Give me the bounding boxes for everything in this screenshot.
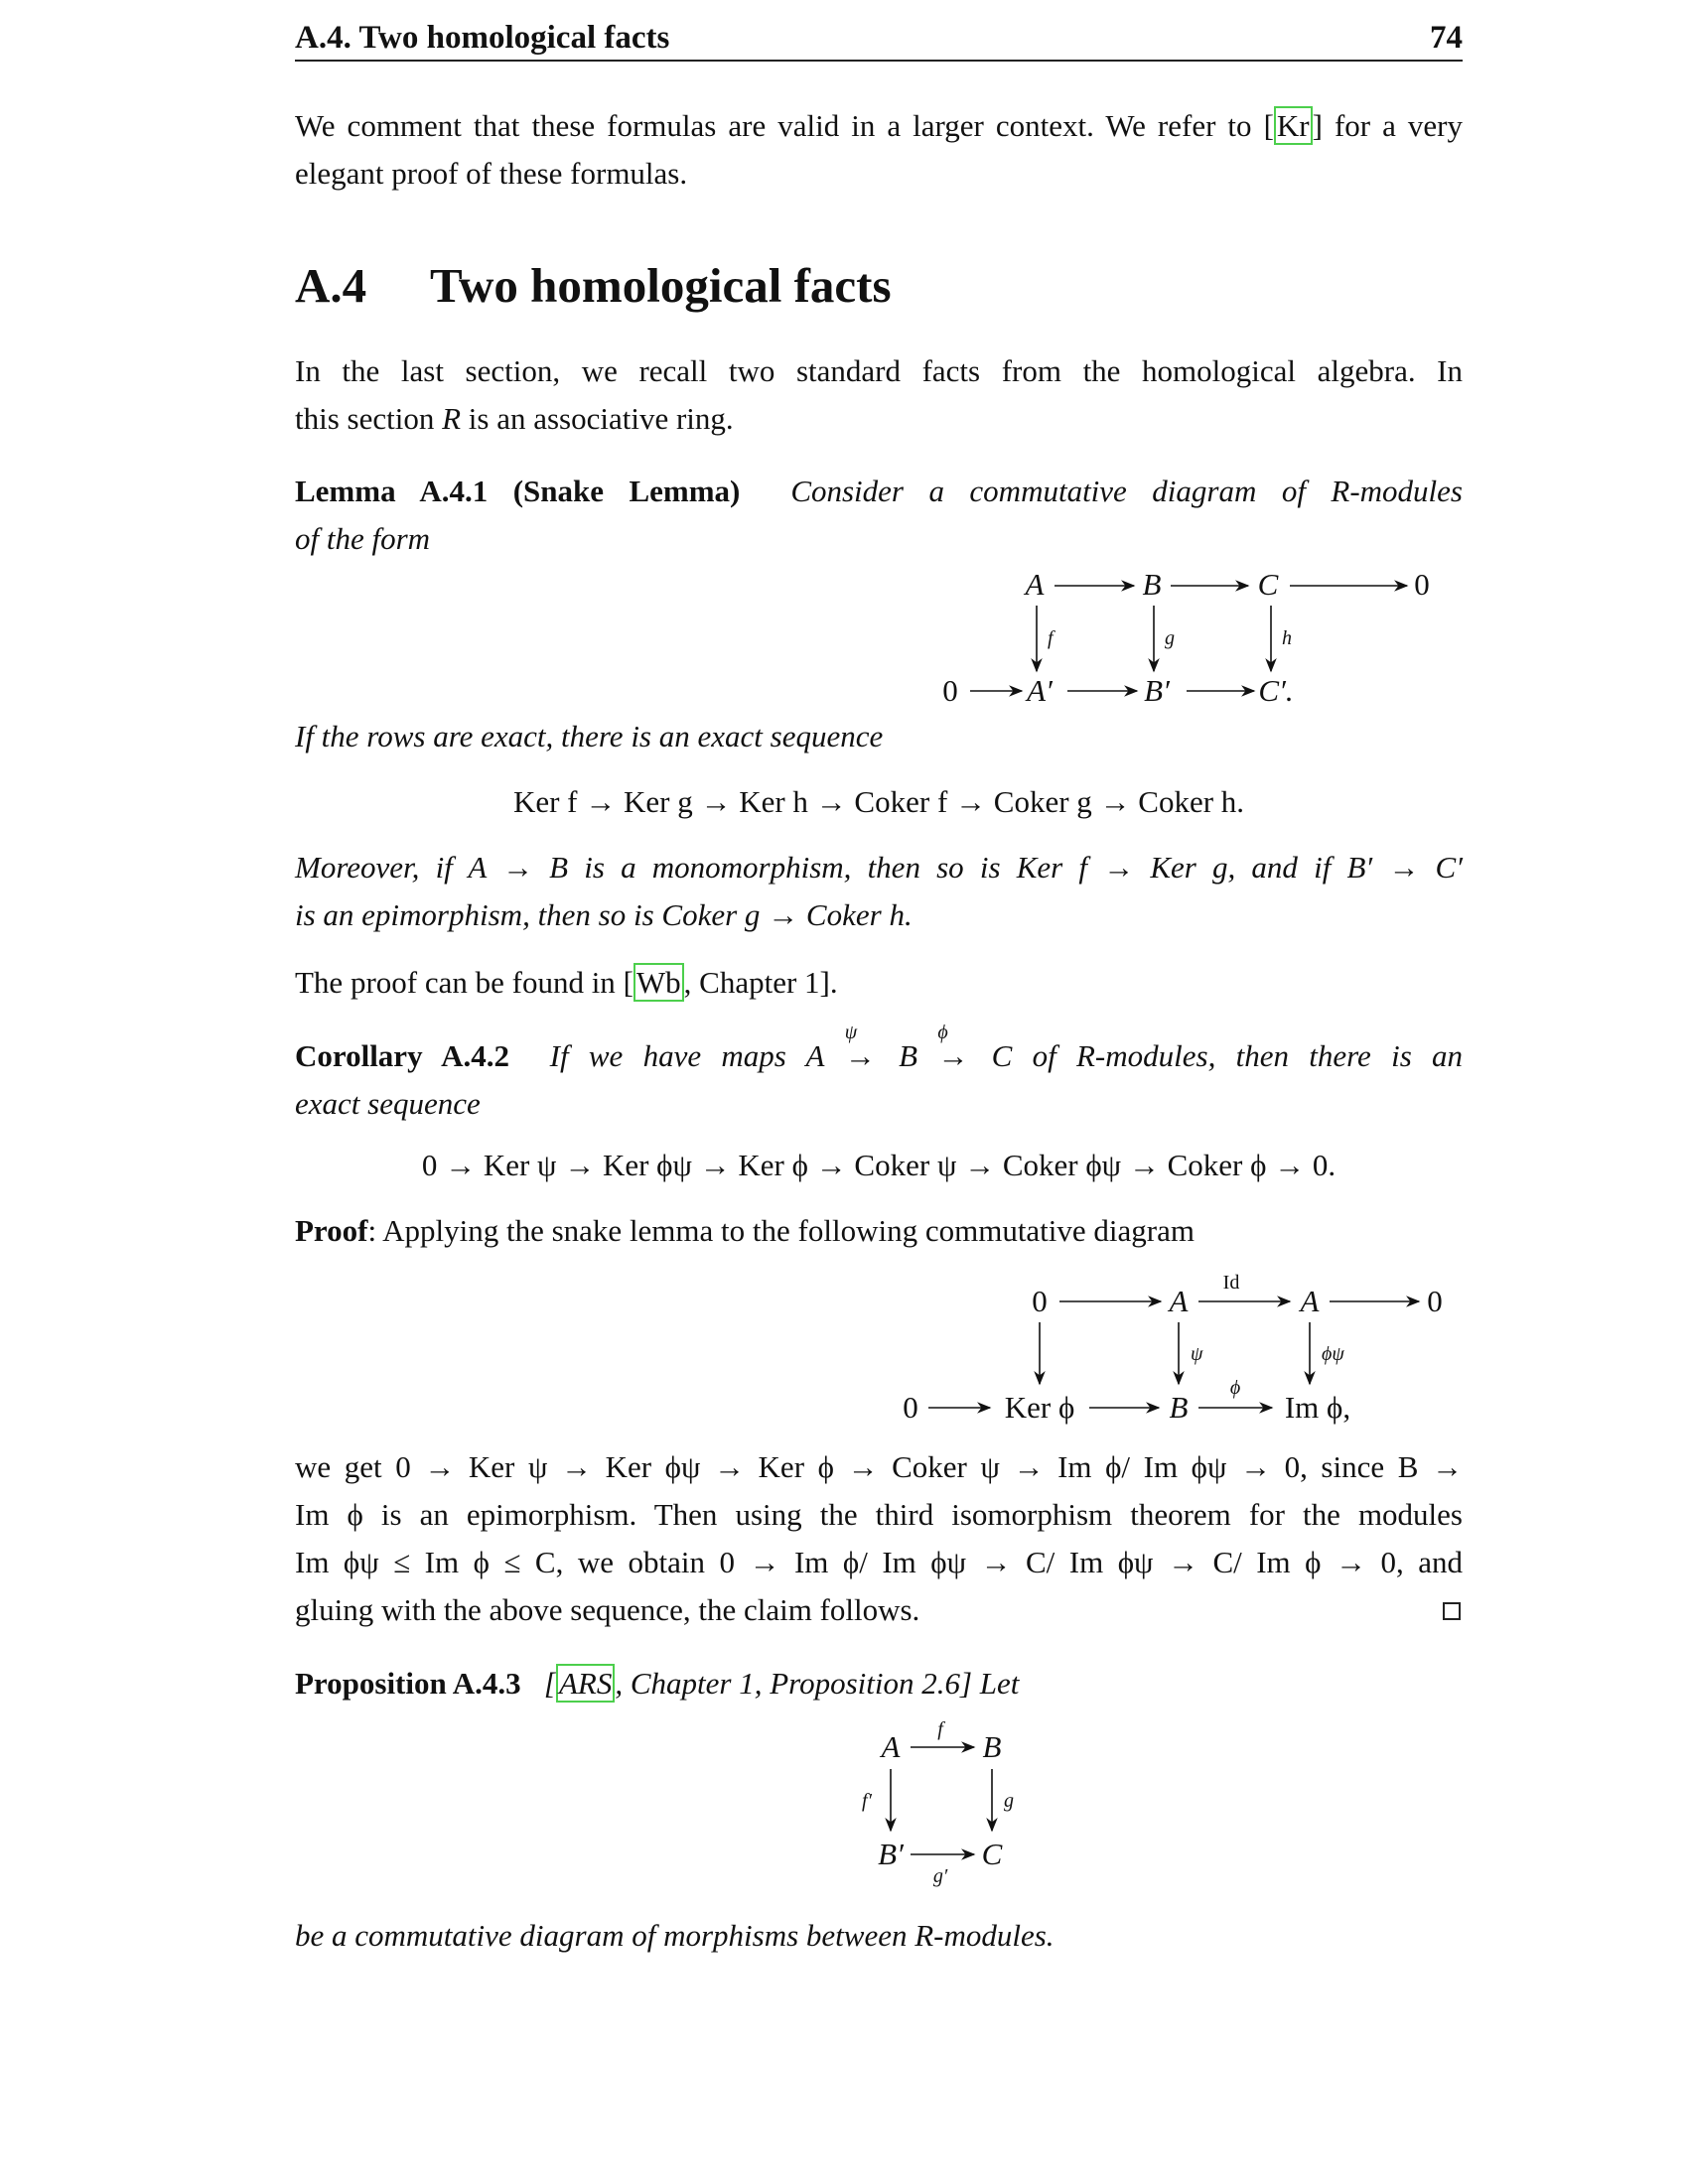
citation-link-ars[interactable]: ARS bbox=[556, 1664, 615, 1703]
proof-intro: Proof: Applying the snake lemma to the following commutative diagram bbox=[295, 1213, 1195, 1248]
node-a: A bbox=[1025, 567, 1045, 602]
section-title: Two homological facts bbox=[430, 258, 892, 313]
corollary-psi-label: ψ bbox=[844, 1022, 858, 1043]
prop-label-gprime: g′ bbox=[932, 1865, 948, 1887]
lemma-sequence: Ker f → Ker g → Ker h → Coker f → Coker g → Coker h. bbox=[512, 784, 1245, 819]
node-b: B bbox=[1142, 567, 1162, 602]
label-h: h bbox=[1282, 627, 1292, 649]
lemma-statement-line2: of the form bbox=[295, 521, 431, 556]
section-intro-line2: this section R is an associative ring. bbox=[295, 401, 734, 436]
intro-paragraph: We comment that these formulas are valid in a larger context. We refer to [Kr] for a very elegant proof of these formulas. bbox=[295, 108, 1463, 191]
label-f: f bbox=[1048, 627, 1054, 649]
corollary-sequence: 0 → Ker ψ → Ker ϕψ → Ker ϕ → Coker ψ → Coker ϕψ → Coker ϕ → 0. bbox=[421, 1148, 1336, 1182]
prop-label-f: f bbox=[937, 1718, 943, 1740]
corollary-line2: exact sequence bbox=[295, 1086, 481, 1121]
corollary-statement: Corollary A.4.2 If we have maps A ψ → B ϕ → C of R-modules, then there is an bbox=[295, 1032, 1463, 1080]
pd-label-phipsi: ϕψ bbox=[1322, 1343, 1344, 1365]
node-a-prime: A′ bbox=[1027, 673, 1053, 708]
pd-node-0-top-right: 0 bbox=[1427, 1284, 1443, 1318]
pd-node-0-bottom: 0 bbox=[903, 1390, 918, 1425]
snake-lemma-diagram bbox=[613, 564, 1430, 713]
proposition-diagram bbox=[772, 1717, 1069, 1896]
label-g: g bbox=[1165, 627, 1175, 649]
citation-link-wb[interactable]: Wb bbox=[633, 963, 684, 1002]
proof-line4-row bbox=[295, 1586, 1463, 1634]
proposition-statement: Proposition A.4.3 [ARS, Chapter 1, Proposition 2.6] Let bbox=[295, 1666, 1020, 1701]
node-b-prime: B′ bbox=[1144, 673, 1170, 708]
node-c: C bbox=[1257, 567, 1279, 602]
lemma-moreover-line2: is an epimorphism, then so is Coker g → Coker h. bbox=[295, 897, 913, 932]
prop-node-b: B bbox=[982, 1729, 1002, 1764]
section-number: A.4 bbox=[295, 258, 367, 313]
pd-node-im-phi: Im ϕ, bbox=[1284, 1390, 1351, 1425]
pd-node-a2: A bbox=[1300, 1284, 1320, 1318]
section-intro-line1: In the last section, we recall two standard facts from the homological algebra. In bbox=[295, 353, 1463, 388]
proof-diagram bbox=[553, 1271, 1443, 1425]
proof-line4: gluing with the above sequence, the claim follows. bbox=[295, 1592, 920, 1627]
node-zero-top: 0 bbox=[1414, 567, 1430, 602]
running-header bbox=[295, 18, 1463, 62]
document-page bbox=[295, 0, 1463, 2184]
running-title: A.4. Two homological facts bbox=[295, 20, 670, 56]
proof-line2: Im ϕ is an epimorphism. Then using the third isomorphism theorem for the modules bbox=[295, 1497, 1463, 1532]
prop-label-g: g bbox=[1004, 1790, 1014, 1812]
pd-node-b: B bbox=[1169, 1390, 1189, 1425]
citation-link-kr[interactable]: Kr bbox=[1274, 106, 1313, 145]
lemma-label: Lemma A.4.1 (Snake Lemma) bbox=[295, 474, 741, 508]
prop-node-c: C bbox=[981, 1837, 1003, 1871]
proposition-label: Proposition A.4.3 bbox=[295, 1666, 521, 1701]
pd-label-psi: ψ bbox=[1191, 1343, 1203, 1365]
prop-label-fprime: f′ bbox=[862, 1790, 872, 1812]
node-zero-bottom: 0 bbox=[942, 673, 958, 708]
pd-label-id: Id bbox=[1222, 1272, 1240, 1294]
lemma-exact-text: If the rows are exact, there is an exact sequence bbox=[295, 719, 884, 753]
prop-node-bprime: B′ bbox=[878, 1837, 904, 1871]
page-number: 74 bbox=[1430, 20, 1463, 56]
lemma-moreover-line1: Moreover, if A → B is a monomorphism, then so is Ker f → Ker g, and if B′ → C′ bbox=[295, 850, 1463, 885]
proof-note: The proof can be found in [Wb, Chapter 1]. bbox=[295, 965, 838, 1000]
corollary-label: Corollary A.4.2 bbox=[295, 1038, 510, 1073]
pd-node-0-top: 0 bbox=[1032, 1284, 1048, 1318]
lemma-statement: Lemma A.4.1 (Snake Lemma) Consider a commutative diagram of R-modules bbox=[295, 474, 1463, 508]
node-c-prime: C′. bbox=[1258, 673, 1294, 708]
proof-label: Proof bbox=[295, 1213, 368, 1248]
qed-box bbox=[1443, 1602, 1461, 1620]
pd-node-ker-phi: Ker ϕ bbox=[1004, 1390, 1075, 1425]
proof-line1: we get 0 → Ker ψ → Ker ϕψ → Ker ϕ → Coker ψ → Im ϕ/ Im ϕψ → 0, since B → bbox=[295, 1449, 1463, 1484]
proposition-closing: be a commutative diagram of morphisms between R-modules. bbox=[295, 1918, 1055, 1953]
pd-label-phi: ϕ bbox=[1229, 1377, 1241, 1399]
pd-node-a1: A bbox=[1169, 1284, 1189, 1318]
corollary-phi-label: ϕ bbox=[937, 1022, 948, 1043]
proof-line3: Im ϕψ ≤ Im ϕ ≤ C, we obtain 0 → Im ϕ/ Im ϕψ → C/ Im ϕψ → C/ Im ϕ → 0, and bbox=[295, 1545, 1463, 1579]
prop-node-a: A bbox=[881, 1729, 901, 1764]
section-heading bbox=[295, 256, 892, 316]
